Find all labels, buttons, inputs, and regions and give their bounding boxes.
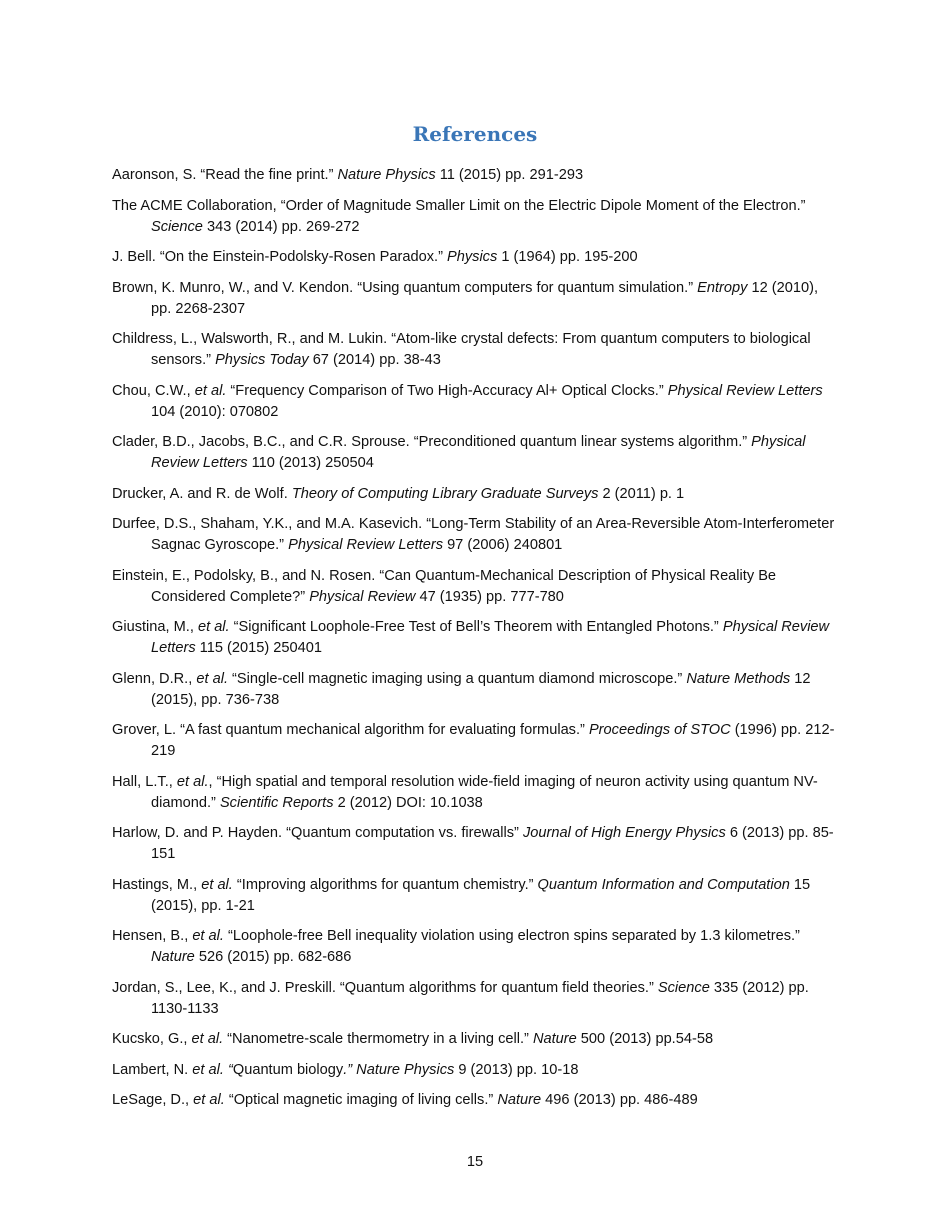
reference-text: 15 (2015), pp. 1-21 (151, 876, 811, 914)
reference-text: 47 (1935) pp. 777-780 (415, 588, 564, 605)
reference-italic-text: Physical Review Letters (288, 537, 444, 553)
reference-text: 104 (2010): 070802 (151, 403, 279, 420)
reference-text: The ACME Collaboration, “Order of Magnitude Smaller Limit on the Electric Dipole Moment of the Electron.” (112, 197, 806, 214)
reference-italic-text: et al. (193, 1092, 225, 1108)
reference-italic-text: et al. (197, 619, 230, 635)
reference-italic-text: et al. (196, 670, 228, 687)
reference-italic-text: et al. (194, 382, 227, 399)
reference-entry (112, 514, 842, 556)
reference-italic-text: et al. “ (192, 1061, 233, 1078)
reference-text: 97 (2006) 240801 (443, 537, 563, 553)
reference-italic-text: Entropy (697, 279, 748, 296)
reference-text: Brown, K. Munro, W., and V. Kendon. “Using quantum computers for quantum simulation.” (112, 279, 698, 296)
reference-text: 6 (2013) pp. 85-151 (151, 825, 834, 862)
reference-text: 496 (2013) pp. 486-489 (541, 1092, 698, 1108)
reference-entry (112, 329, 842, 371)
reference-text: “Improving algorithms for quantum chemistry.” (232, 876, 538, 893)
reference-text: 12 (2015), pp. 736-738 (151, 670, 811, 708)
reference-text: 67 (2014) pp. 38-43 (308, 352, 441, 368)
reference-entry (112, 772, 842, 814)
reference-italic-text: Physical Review (309, 588, 416, 605)
reference-text: Hastings, M., (112, 876, 202, 893)
reference-italic-text: et al. (201, 876, 233, 893)
reference-text: “Loophole-free Bell inequality violation using electron spins separated by 1.3 kilometres.” (223, 928, 800, 944)
reference-italic-text: Physics (447, 249, 498, 265)
reference-text: Hall, L.T., (112, 773, 177, 790)
reference-text: 2 (2011) p. 1 (598, 485, 685, 502)
reference-italic-text: Physical Review Letters (151, 434, 806, 471)
reference-italic-text: Science (657, 979, 710, 996)
reference-entry (112, 247, 842, 268)
reference-entry (112, 926, 842, 968)
reference-text: LeSage, D., (112, 1092, 194, 1108)
reference-text: 115 (2015) 250401 (195, 640, 322, 656)
reference-entry (112, 875, 842, 917)
reference-text: Durfee, D.S., Shaham, Y.K., and M.A. Kasevich. “Long-Term Stability of an Area-Reversible Atom-Interferometer Sagnac Gyroscope.” (112, 516, 835, 553)
reference-text: Hensen, B., (112, 928, 193, 944)
reference-italic-text: Physical Review Letters (151, 619, 830, 656)
reference-text: 1 (1964) pp. 195-200 (497, 249, 638, 265)
reference-entry (112, 566, 842, 608)
reference-text: (1996) pp. 212-219 (151, 722, 835, 759)
reference-text: 343 (2014) pp. 269-272 (202, 218, 360, 235)
reference-entry (112, 978, 842, 1020)
page-number: 15 (466, 1154, 484, 1170)
reference-text: 335 (2012) pp. 1130-1133 (151, 979, 809, 1017)
reference-entry (112, 278, 842, 320)
reference-italic-text: et al. (191, 1031, 224, 1047)
reference-text: Kucsko, G., (112, 1031, 192, 1047)
reference-entry (112, 484, 842, 505)
reference-entry (112, 617, 842, 659)
reference-text: Einstein, E., Podolsky, B., and N. Rosen. “Can Quantum-Mechanical Description of Physical Reality Be Considered Complete?” (112, 567, 777, 605)
page-title: References (412, 122, 538, 146)
reference-italic-text: Nature (151, 949, 195, 965)
reference-entry (112, 165, 842, 186)
reference-entry (112, 720, 842, 762)
reference-text: 2 (2012) DOI: 10.1038 (333, 794, 483, 811)
reference-italic-text: Nature Methods (686, 670, 791, 687)
reference-italic-text: et al. (176, 773, 209, 790)
reference-text: 110 (2013) 250504 (247, 455, 374, 471)
reference-text: Chou, C.W., (112, 382, 195, 399)
reference-list (112, 165, 842, 1121)
reference-text: Giustina, M., (112, 619, 198, 635)
reference-entry (112, 196, 842, 238)
reference-text: Lambert, N. (112, 1061, 193, 1078)
reference-text: “Nanometre-scale thermometry in a living cell.” (223, 1031, 533, 1047)
reference-text: “Frequency Comparison of Two High-Accuracy Al+ Optical Clocks.” (226, 382, 668, 399)
reference-text: 9 (2013) pp. 10-18 (454, 1061, 579, 1078)
reference-italic-text: Nature (532, 1031, 577, 1047)
reference-entry (112, 1060, 842, 1081)
reference-italic-text: Physics Today (215, 352, 309, 368)
reference-text: Harlow, D. and P. Hayden. “Quantum computation vs. firewalls” (112, 825, 523, 841)
reference-italic-text: Theory of Computing Library Graduate Surveys (291, 485, 599, 502)
reference-text: Quantum biology (232, 1061, 344, 1078)
reference-text: Jordan, S., Lee, K., and J. Preskill. “Quantum algorithms for quantum field theories.” (112, 979, 658, 996)
reference-text: 11 (2015) pp. 291-293 (435, 167, 584, 183)
reference-entry (112, 1029, 842, 1050)
reference-text: Glenn, D.R., (112, 670, 197, 687)
reference-italic-text: Nature Physics (337, 167, 436, 183)
reference-italic-text: Scientific Reports (219, 794, 334, 811)
reference-text: J. Bell. “On the Einstein-Podolsky-Rosen Paradox.” (112, 249, 447, 265)
reference-entry (112, 381, 842, 423)
reference-italic-text: .” Nature Physics (343, 1061, 455, 1078)
reference-text: “Optical magnetic imaging of living cells.” (224, 1092, 498, 1108)
reference-italic-text: Science (151, 218, 203, 235)
reference-entry (112, 432, 842, 474)
reference-italic-text: Nature (497, 1092, 542, 1108)
reference-text: “Single-cell magnetic imaging using a quantum diamond microscope.” (228, 670, 687, 687)
reference-italic-text: Quantum Information and Computation (537, 876, 790, 893)
reference-italic-text: Physical Review Letters (667, 382, 823, 399)
reference-entry (112, 823, 842, 865)
reference-text: “Significant Loophole-Free Test of Bell’s Theorem with Entangled Photons.” (229, 619, 723, 635)
reference-entry (112, 1090, 842, 1111)
reference-text: Grover, L. “A fast quantum mechanical algorithm for evaluating formulas.” (112, 722, 589, 738)
reference-text: 500 (2013) pp.54-58 (576, 1031, 714, 1047)
reference-text: Clader, B.D., Jacobs, B.C., and C.R. Sprouse. “Preconditioned quantum linear systems algorithm.” (112, 434, 752, 450)
reference-text: 12 (2010), pp. 2268-2307 (151, 279, 819, 317)
reference-italic-text: et al. (192, 928, 224, 944)
reference-entry (112, 669, 842, 711)
reference-italic-text: Journal of High Energy Physics (522, 825, 726, 841)
reference-text: , “High spatial and temporal resolution wide-field imaging of neuron activity using quantum NV-diamond.” (151, 773, 818, 811)
reference-text: Drucker, A. and R. de Wolf. (112, 485, 292, 502)
reference-italic-text: Proceedings of STOC (588, 722, 731, 738)
reference-text: Aaronson, S. “Read the fine print.” (112, 167, 338, 183)
reference-text: Childress, L., Walsworth, R., and M. Lukin. “Atom-like crystal defects: From quantum computers to biological sensors.” (112, 331, 811, 368)
reference-text: 526 (2015) pp. 682-686 (194, 949, 352, 965)
